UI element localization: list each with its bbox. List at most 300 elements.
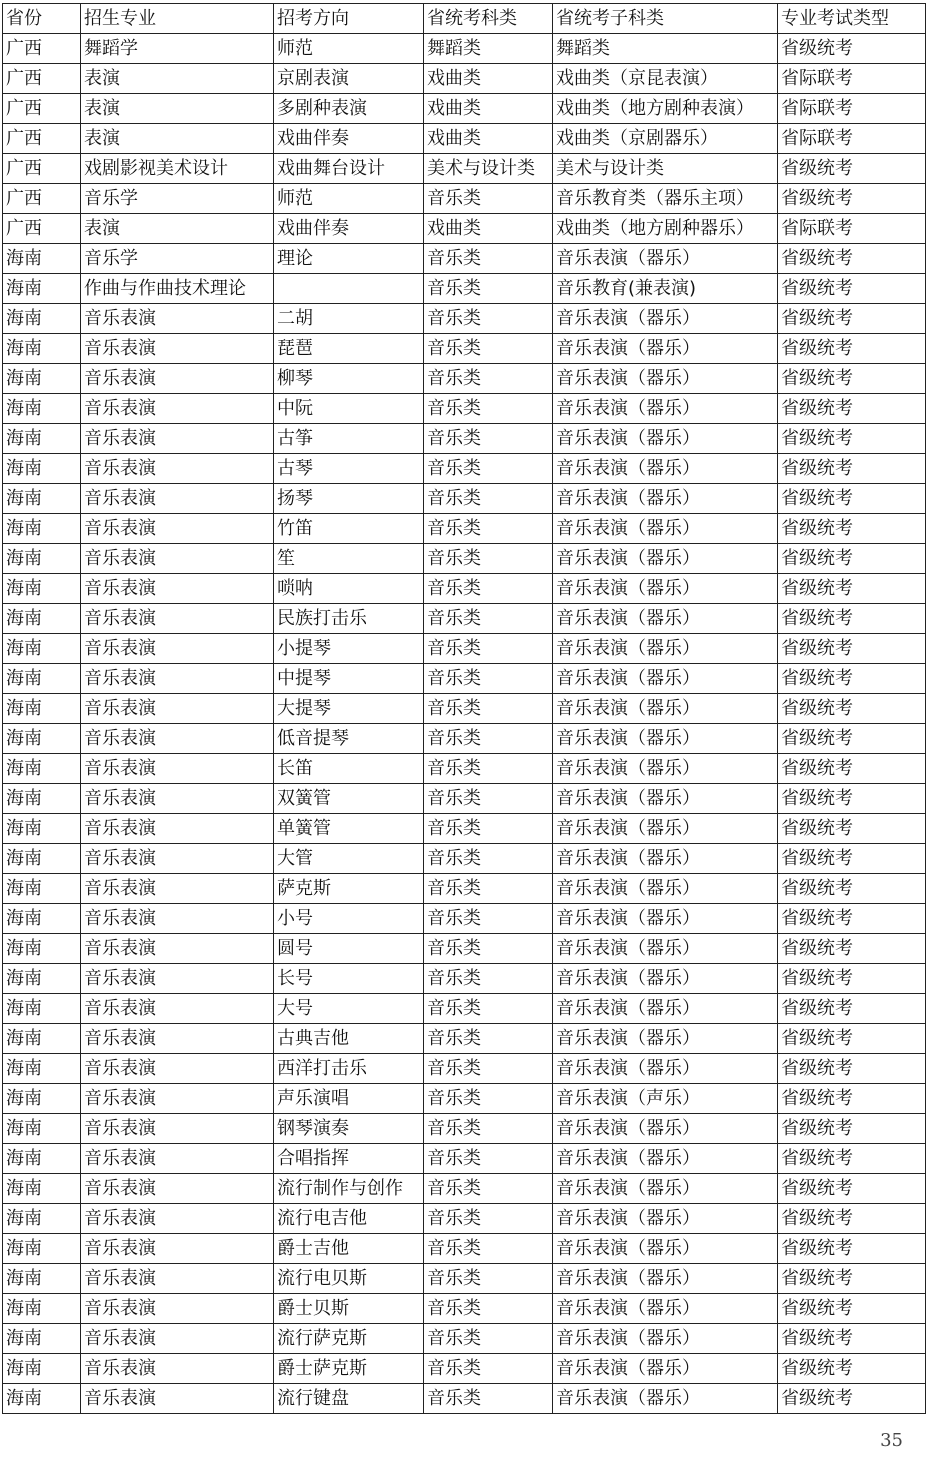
exam-type-cell: 省级统考 (778, 694, 926, 724)
exam-type-cell: 省级统考 (778, 1114, 926, 1144)
exam-subcategory-cell: 音乐表演（器乐） (553, 454, 778, 484)
table-row (3, 994, 926, 1024)
province-cell: 海南 (3, 664, 81, 694)
exam-category-cell: 音乐类 (424, 1174, 553, 1204)
province-cell: 海南 (3, 364, 81, 394)
exam-category-cell: 音乐类 (424, 1054, 553, 1084)
direction-cell: 低音提琴 (274, 724, 424, 754)
province-cell: 海南 (3, 1204, 81, 1234)
direction-cell: 长笛 (274, 754, 424, 784)
province-cell: 海南 (3, 274, 81, 304)
major-cell: 音乐表演 (81, 904, 274, 934)
major-cell: 音乐表演 (81, 994, 274, 1024)
exam-subcategory-cell: 音乐表演（器乐） (553, 634, 778, 664)
major-cell: 音乐表演 (81, 634, 274, 664)
direction-cell: 理论 (274, 244, 424, 274)
exam-type-cell: 省级统考 (778, 874, 926, 904)
table-row (3, 1054, 926, 1084)
direction-cell: 小号 (274, 904, 424, 934)
direction-cell: 中提琴 (274, 664, 424, 694)
direction-cell: 京剧表演 (274, 64, 424, 94)
table-row (3, 724, 926, 754)
exam-type-cell: 省级统考 (778, 244, 926, 274)
table-row (3, 844, 926, 874)
exam-category-cell: 音乐类 (424, 514, 553, 544)
exam-type-cell: 省级统考 (778, 184, 926, 214)
exam-category-cell: 音乐类 (424, 274, 553, 304)
exam-subcategory-cell: 音乐表演（器乐） (553, 754, 778, 784)
exam-type-cell: 省级统考 (778, 844, 926, 874)
province-cell: 海南 (3, 454, 81, 484)
province-cell: 海南 (3, 754, 81, 784)
exam-type-cell: 省级统考 (778, 904, 926, 934)
direction-cell: 师范 (274, 184, 424, 214)
exam-subcategory-cell: 音乐表演（器乐） (553, 964, 778, 994)
province-cell: 海南 (3, 1024, 81, 1054)
direction-cell: 多剧种表演 (274, 94, 424, 124)
table-row (3, 1264, 926, 1294)
exam-subcategory-cell: 音乐表演（器乐） (553, 1144, 778, 1174)
direction-cell: 圆号 (274, 934, 424, 964)
direction-cell: 戏曲舞台设计 (274, 154, 424, 184)
exam-type-cell: 省级统考 (778, 994, 926, 1024)
table-row (3, 1024, 926, 1054)
header-row (3, 4, 926, 34)
exam-category-cell: 音乐类 (424, 364, 553, 394)
major-cell: 音乐表演 (81, 724, 274, 754)
exam-type-cell: 省级统考 (778, 1204, 926, 1234)
exam-category-cell: 戏曲类 (424, 94, 553, 124)
exam-type-cell: 省级统考 (778, 1084, 926, 1114)
direction-cell: 流行萨克斯 (274, 1324, 424, 1354)
exam-subcategory-cell: 音乐表演（器乐） (553, 1024, 778, 1054)
direction-cell: 中阮 (274, 394, 424, 424)
exam-subcategory-cell: 音乐表演（器乐） (553, 304, 778, 334)
direction-cell: 大号 (274, 994, 424, 1024)
province-cell: 广西 (3, 184, 81, 214)
exam-category-cell: 音乐类 (424, 1324, 553, 1354)
table-row (3, 874, 926, 904)
table-row (3, 334, 926, 364)
direction-cell: 琵琶 (274, 334, 424, 364)
exam-category-cell: 音乐类 (424, 1354, 553, 1384)
province-cell: 海南 (3, 1114, 81, 1144)
header-cell-exam-type: 专业考试类型 (778, 4, 926, 34)
table-row (3, 514, 926, 544)
province-cell: 海南 (3, 1354, 81, 1384)
province-cell: 广西 (3, 34, 81, 64)
exam-type-cell: 省级统考 (778, 574, 926, 604)
exam-subcategory-cell: 音乐表演（器乐） (553, 694, 778, 724)
exam-category-cell: 音乐类 (424, 844, 553, 874)
major-cell: 音乐表演 (81, 1294, 274, 1324)
province-cell: 海南 (3, 1384, 81, 1414)
exam-subcategory-cell: 音乐表演（器乐） (553, 544, 778, 574)
major-cell: 音乐表演 (81, 844, 274, 874)
major-cell: 音乐表演 (81, 334, 274, 364)
direction-cell: 流行电贝斯 (274, 1264, 424, 1294)
province-cell: 海南 (3, 1144, 81, 1174)
exam-category-cell: 美术与设计类 (424, 154, 553, 184)
table-row (3, 184, 926, 214)
province-cell: 海南 (3, 304, 81, 334)
exam-type-cell: 省际联考 (778, 64, 926, 94)
exam-type-cell: 省级统考 (778, 1354, 926, 1384)
exam-type-cell: 省级统考 (778, 484, 926, 514)
table-row (3, 1084, 926, 1114)
direction-cell: 流行制作与创作 (274, 1174, 424, 1204)
direction-cell: 二胡 (274, 304, 424, 334)
table-row (3, 604, 926, 634)
exam-subcategory-cell: 戏曲类（京昆表演） (553, 64, 778, 94)
major-cell: 音乐表演 (81, 454, 274, 484)
exam-type-cell: 省际联考 (778, 214, 926, 244)
exam-category-cell: 音乐类 (424, 1294, 553, 1324)
exam-subcategory-cell: 音乐表演（器乐） (553, 604, 778, 634)
province-cell: 海南 (3, 904, 81, 934)
major-cell: 音乐表演 (81, 1264, 274, 1294)
exam-subcategory-cell: 音乐表演（器乐） (553, 514, 778, 544)
direction-cell: 古琴 (274, 454, 424, 484)
exam-type-cell: 省级统考 (778, 604, 926, 634)
province-cell: 海南 (3, 484, 81, 514)
major-cell: 音乐表演 (81, 694, 274, 724)
major-cell: 音乐表演 (81, 394, 274, 424)
direction-cell: 单簧管 (274, 814, 424, 844)
exam-type-cell: 省级统考 (778, 154, 926, 184)
direction-cell: 萨克斯 (274, 874, 424, 904)
exam-category-cell: 音乐类 (424, 304, 553, 334)
exam-subcategory-cell: 音乐表演（器乐） (553, 1294, 778, 1324)
table-row (3, 934, 926, 964)
header-cell-exam-subcategory: 省统考子科类 (553, 4, 778, 34)
major-cell: 表演 (81, 64, 274, 94)
major-cell: 音乐表演 (81, 1234, 274, 1264)
table-row (3, 64, 926, 94)
direction-cell: 扬琴 (274, 484, 424, 514)
province-cell: 广西 (3, 94, 81, 124)
exam-subcategory-cell: 音乐表演（器乐） (553, 1234, 778, 1264)
province-cell: 海南 (3, 334, 81, 364)
admissions-table (2, 3, 926, 1414)
major-cell: 音乐表演 (81, 1324, 274, 1354)
major-cell: 音乐表演 (81, 1114, 274, 1144)
direction-cell: 师范 (274, 34, 424, 64)
exam-subcategory-cell: 音乐表演（器乐） (553, 994, 778, 1024)
exam-category-cell: 音乐类 (424, 1204, 553, 1234)
table-row (3, 124, 926, 154)
direction-cell: 大管 (274, 844, 424, 874)
major-cell: 音乐表演 (81, 934, 274, 964)
exam-subcategory-cell: 戏曲类（地方剧种器乐） (553, 214, 778, 244)
exam-subcategory-cell: 音乐表演（器乐） (553, 784, 778, 814)
exam-type-cell: 省级统考 (778, 1234, 926, 1264)
exam-subcategory-cell: 美术与设计类 (553, 154, 778, 184)
direction-cell: 爵士萨克斯 (274, 1354, 424, 1384)
table-row (3, 574, 926, 604)
exam-category-cell: 戏曲类 (424, 64, 553, 94)
header-cell-direction: 招考方向 (274, 4, 424, 34)
table-row (3, 634, 926, 664)
major-cell: 音乐表演 (81, 1084, 274, 1114)
province-cell: 海南 (3, 514, 81, 544)
exam-subcategory-cell: 音乐表演（器乐） (553, 934, 778, 964)
exam-subcategory-cell: 音乐表演（器乐） (553, 1114, 778, 1144)
major-cell: 音乐学 (81, 184, 274, 214)
exam-type-cell: 省级统考 (778, 664, 926, 694)
table-row (3, 484, 926, 514)
province-cell: 海南 (3, 1084, 81, 1114)
major-cell: 戏剧影视美术设计 (81, 154, 274, 184)
major-cell: 音乐表演 (81, 754, 274, 784)
exam-category-cell: 音乐类 (424, 544, 553, 574)
exam-type-cell: 省级统考 (778, 424, 926, 454)
exam-subcategory-cell: 戏曲类（京剧器乐） (553, 124, 778, 154)
exam-category-cell: 音乐类 (424, 394, 553, 424)
exam-subcategory-cell: 音乐教育(兼表演) (553, 274, 778, 304)
table-row (3, 274, 926, 304)
direction-cell: 古筝 (274, 424, 424, 454)
major-cell: 音乐表演 (81, 544, 274, 574)
exam-type-cell: 省级统考 (778, 934, 926, 964)
province-cell: 海南 (3, 1174, 81, 1204)
direction-cell: 古典吉他 (274, 1024, 424, 1054)
province-cell: 海南 (3, 994, 81, 1024)
major-cell: 音乐表演 (81, 874, 274, 904)
exam-category-cell: 戏曲类 (424, 124, 553, 154)
major-cell: 音乐表演 (81, 1024, 274, 1054)
table-row (3, 394, 926, 424)
major-cell: 音乐表演 (81, 784, 274, 814)
exam-type-cell: 省级统考 (778, 454, 926, 484)
exam-category-cell: 音乐类 (424, 1114, 553, 1144)
major-cell: 音乐表演 (81, 964, 274, 994)
exam-subcategory-cell: 音乐表演（器乐） (553, 1204, 778, 1234)
major-cell: 表演 (81, 214, 274, 244)
exam-category-cell: 音乐类 (424, 454, 553, 484)
table-row (3, 94, 926, 124)
exam-subcategory-cell: 音乐表演（器乐） (553, 874, 778, 904)
exam-type-cell: 省级统考 (778, 784, 926, 814)
table-row (3, 154, 926, 184)
exam-type-cell: 省级统考 (778, 754, 926, 784)
header-cell-major: 招生专业 (81, 4, 274, 34)
direction-cell: 戏曲伴奏 (274, 214, 424, 244)
exam-category-cell: 音乐类 (424, 424, 553, 454)
exam-category-cell: 音乐类 (424, 604, 553, 634)
province-cell: 海南 (3, 844, 81, 874)
exam-category-cell: 音乐类 (424, 244, 553, 274)
exam-type-cell: 省级统考 (778, 1324, 926, 1354)
province-cell: 海南 (3, 244, 81, 274)
direction-cell: 爵士贝斯 (274, 1294, 424, 1324)
major-cell: 音乐表演 (81, 304, 274, 334)
major-cell: 舞蹈学 (81, 34, 274, 64)
major-cell: 音乐表演 (81, 1174, 274, 1204)
exam-subcategory-cell: 音乐表演（器乐） (553, 574, 778, 604)
table-row (3, 1354, 926, 1384)
province-cell: 广西 (3, 214, 81, 244)
direction-cell: 双簧管 (274, 784, 424, 814)
table-row (3, 964, 926, 994)
major-cell: 音乐表演 (81, 364, 274, 394)
table-row (3, 544, 926, 574)
major-cell: 音乐表演 (81, 484, 274, 514)
exam-category-cell: 音乐类 (424, 334, 553, 364)
major-cell: 音乐表演 (81, 1354, 274, 1384)
table-row (3, 1234, 926, 1264)
province-cell: 海南 (3, 1264, 81, 1294)
exam-subcategory-cell: 音乐表演（器乐） (553, 1354, 778, 1384)
exam-subcategory-cell: 音乐表演（器乐） (553, 724, 778, 754)
exam-category-cell: 音乐类 (424, 1084, 553, 1114)
exam-subcategory-cell: 音乐表演（器乐） (553, 664, 778, 694)
table-row (3, 244, 926, 274)
exam-category-cell: 音乐类 (424, 1384, 553, 1414)
major-cell: 音乐表演 (81, 1144, 274, 1174)
exam-subcategory-cell: 戏曲类（地方剧种表演） (553, 94, 778, 124)
major-cell: 音乐学 (81, 244, 274, 274)
exam-subcategory-cell: 音乐表演（器乐） (553, 244, 778, 274)
province-cell: 海南 (3, 604, 81, 634)
table-row (3, 664, 926, 694)
exam-type-cell: 省级统考 (778, 304, 926, 334)
direction-cell: 声乐演唱 (274, 1084, 424, 1114)
exam-category-cell: 音乐类 (424, 724, 553, 754)
direction-cell: 笙 (274, 544, 424, 574)
major-cell: 音乐表演 (81, 664, 274, 694)
exam-subcategory-cell: 音乐表演（器乐） (553, 1324, 778, 1354)
major-cell: 音乐表演 (81, 574, 274, 604)
exam-category-cell: 音乐类 (424, 994, 553, 1024)
exam-category-cell: 音乐类 (424, 634, 553, 664)
direction-cell (274, 274, 424, 304)
exam-type-cell: 省级统考 (778, 1144, 926, 1174)
province-cell: 广西 (3, 154, 81, 184)
direction-cell: 流行电吉他 (274, 1204, 424, 1234)
province-cell: 海南 (3, 1054, 81, 1084)
major-cell: 音乐表演 (81, 814, 274, 844)
table-row (3, 1204, 926, 1234)
exam-type-cell: 省际联考 (778, 124, 926, 154)
province-cell: 海南 (3, 1294, 81, 1324)
direction-cell: 小提琴 (274, 634, 424, 664)
exam-subcategory-cell: 音乐表演（器乐） (553, 1174, 778, 1204)
exam-subcategory-cell: 音乐教育类（器乐主项） (553, 184, 778, 214)
exam-category-cell: 音乐类 (424, 1144, 553, 1174)
exam-category-cell: 音乐类 (424, 964, 553, 994)
header-cell-exam-category: 省统考科类 (424, 4, 553, 34)
province-cell: 海南 (3, 394, 81, 424)
province-cell: 海南 (3, 784, 81, 814)
exam-type-cell: 省级统考 (778, 1174, 926, 1204)
exam-category-cell: 戏曲类 (424, 214, 553, 244)
direction-cell: 大提琴 (274, 694, 424, 724)
province-cell: 海南 (3, 814, 81, 844)
exam-subcategory-cell: 音乐表演（器乐） (553, 364, 778, 394)
direction-cell: 长号 (274, 964, 424, 994)
province-cell: 海南 (3, 724, 81, 754)
exam-type-cell: 省级统考 (778, 814, 926, 844)
exam-category-cell: 音乐类 (424, 874, 553, 904)
exam-type-cell: 省级统考 (778, 1384, 926, 1414)
exam-type-cell: 省级统考 (778, 964, 926, 994)
exam-category-cell: 音乐类 (424, 934, 553, 964)
header-cell-province: 省份 (3, 4, 81, 34)
exam-category-cell: 舞蹈类 (424, 34, 553, 64)
exam-type-cell: 省级统考 (778, 544, 926, 574)
province-cell: 海南 (3, 1324, 81, 1354)
exam-type-cell: 省级统考 (778, 724, 926, 754)
exam-category-cell: 音乐类 (424, 754, 553, 784)
exam-type-cell: 省级统考 (778, 274, 926, 304)
table-row (3, 1174, 926, 1204)
exam-subcategory-cell: 音乐表演（器乐） (553, 1384, 778, 1414)
major-cell: 音乐表演 (81, 1384, 274, 1414)
major-cell: 表演 (81, 124, 274, 154)
exam-subcategory-cell: 音乐表演（器乐） (553, 484, 778, 514)
direction-cell: 戏曲伴奏 (274, 124, 424, 154)
direction-cell: 民族打击乐 (274, 604, 424, 634)
table-row (3, 454, 926, 484)
province-cell: 海南 (3, 424, 81, 454)
direction-cell: 柳琴 (274, 364, 424, 394)
exam-subcategory-cell: 音乐表演（器乐） (553, 814, 778, 844)
exam-type-cell: 省级统考 (778, 1294, 926, 1324)
exam-subcategory-cell: 舞蹈类 (553, 34, 778, 64)
direction-cell: 钢琴演奏 (274, 1114, 424, 1144)
exam-type-cell: 省级统考 (778, 394, 926, 424)
exam-subcategory-cell: 音乐表演（器乐） (553, 1054, 778, 1084)
province-cell: 广西 (3, 124, 81, 154)
exam-category-cell: 音乐类 (424, 1234, 553, 1264)
direction-cell: 西洋打击乐 (274, 1054, 424, 1084)
major-cell: 音乐表演 (81, 1054, 274, 1084)
table-row (3, 1324, 926, 1354)
exam-type-cell: 省级统考 (778, 514, 926, 544)
major-cell: 音乐表演 (81, 424, 274, 454)
table-row (3, 364, 926, 394)
direction-cell: 合唱指挥 (274, 1144, 424, 1174)
exam-subcategory-cell: 音乐表演（器乐） (553, 424, 778, 454)
province-cell: 海南 (3, 544, 81, 574)
direction-cell: 唢呐 (274, 574, 424, 604)
exam-category-cell: 音乐类 (424, 484, 553, 514)
exam-type-cell: 省级统考 (778, 1264, 926, 1294)
province-cell: 海南 (3, 574, 81, 604)
table-row (3, 754, 926, 784)
province-cell: 海南 (3, 634, 81, 664)
exam-category-cell: 音乐类 (424, 664, 553, 694)
province-cell: 海南 (3, 1234, 81, 1264)
major-cell: 作曲与作曲技术理论 (81, 274, 274, 304)
table-body (3, 4, 926, 1414)
exam-subcategory-cell: 音乐表演（声乐） (553, 1084, 778, 1114)
table-row (3, 1144, 926, 1174)
table-row (3, 304, 926, 334)
exam-type-cell: 省级统考 (778, 1024, 926, 1054)
major-cell: 音乐表演 (81, 604, 274, 634)
exam-subcategory-cell: 音乐表演（器乐） (553, 904, 778, 934)
exam-subcategory-cell: 音乐表演（器乐） (553, 1264, 778, 1294)
table-row (3, 424, 926, 454)
exam-type-cell: 省级统考 (778, 634, 926, 664)
direction-cell: 竹笛 (274, 514, 424, 544)
major-cell: 表演 (81, 94, 274, 124)
exam-category-cell: 音乐类 (424, 574, 553, 604)
exam-category-cell: 音乐类 (424, 814, 553, 844)
exam-subcategory-cell: 音乐表演（器乐） (553, 844, 778, 874)
